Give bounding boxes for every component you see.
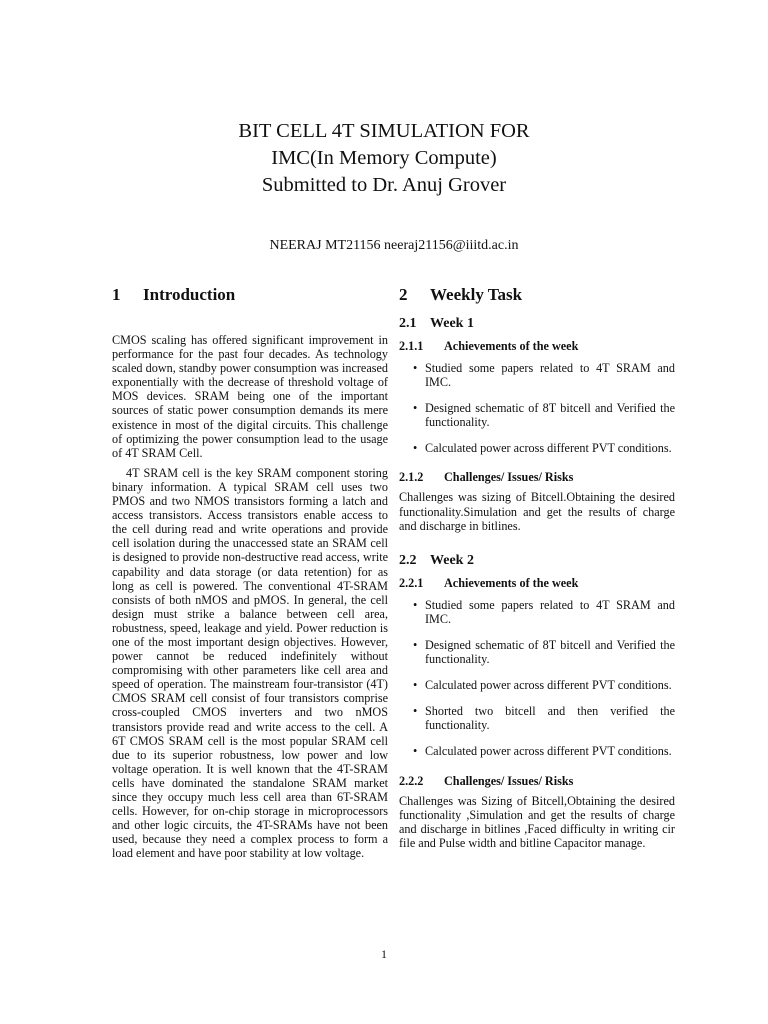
list-item-text: Calculated power across different PVT conditions.	[425, 678, 672, 693]
subsubsection-number: 2.1.2	[399, 470, 424, 485]
week1-challenges-heading	[399, 469, 675, 485]
week2-heading	[399, 551, 675, 571]
right-column	[399, 282, 675, 850]
subsubsection-number: 2.1.1	[399, 339, 424, 353]
section-title: Weekly Task	[430, 285, 523, 304]
list-item	[399, 678, 675, 692]
list-item	[399, 401, 675, 429]
subsection-title: Week 2	[430, 552, 474, 568]
list-item	[399, 441, 675, 455]
subsection-number: 2.1	[399, 316, 417, 331]
subsubsection-title: Challenges/ Issues/ Risks	[444, 773, 574, 788]
intro-paragraph-2: 4T SRAM cell is the key SRAM component storing binary information. A typical SRAM cell uses two PMOS and two NMOS transistors forming a latch and access transistors. Access transistors enable access to the cell during read and write operations and provide cell isolation during the unaccessed state an SRAM cell is designed to provide non-destructive read access, write capability and data storage (or data retention) for as long as cell is powered. The conventional 4T-SRAM consists of both nMOS and pMOS. In general, the cell design must strike a balance between cell area, robustness, speed, leakage and yield. Power reduction is one of the most important design objectives. However, power cannot be reduced indefinitely without compromising with other parameters like cell area and speed of operation. The mainstream four-transistor (4T) CMOS SRAM cell consist of four transistors comprise cross-coupled CMOS inverters and two nMOS transistors provide read and write access to the cell. A 6T CMOS SRAM cell is the most popular SRAM cell due to its superior robustness, low power and low voltage operation. It is well known that the 4T-SRAM cells have dominated the standalone SRAM market since they occupy much less cell area than 6T-SRAM cells. However, for on-chip storage in microprocessors and other logic circuits, the 4T-SRAMs have not been used, because they need a complex process to form a load element and have poor stability at low voltage.	[112, 465, 388, 861]
subsection-title: Week 1	[430, 316, 474, 331]
section-introduction-heading	[112, 282, 388, 308]
paper-title	[0, 118, 768, 199]
page-number: 1	[381, 947, 387, 961]
subsubsection-title: Achievements of the week	[444, 575, 579, 590]
subsubsection-number: 2.2.1	[399, 575, 424, 590]
list-item-text: Calculated power across different PVT conditions.	[425, 441, 672, 456]
section-title: Introduction	[143, 285, 236, 304]
subsection-number: 2.2	[399, 552, 417, 568]
bullet-icon: •	[413, 361, 418, 375]
list-item-text: Calculated power across different PVT conditions.	[425, 744, 672, 759]
list-item	[399, 638, 675, 666]
week1-achievements-list	[399, 361, 675, 455]
bullet-icon: •	[413, 441, 418, 456]
list-item	[399, 361, 675, 389]
title-line-2: IMC(In Memory Compute)	[271, 147, 497, 169]
week2-challenges-heading	[399, 773, 675, 789]
week1-challenges-text: Challenges was sizing of Bitcell.Obtaining the desired functionality.Simulation and get the results of charge and discharge in bitlines.	[399, 490, 675, 533]
list-item-text: Designed schematic of 8T bitcell and Verified the functionality.	[425, 637, 675, 667]
bullet-icon: •	[413, 637, 418, 652]
title-line-1: BIT CELL 4T SIMULATION FOR	[238, 120, 530, 142]
left-column	[112, 282, 388, 860]
section-number: 2	[399, 285, 408, 304]
list-item-text: Shorted two bitcell and then verified the functionality.	[425, 704, 675, 733]
title-line-3: Submitted to Dr. Anuj Grover	[261, 174, 507, 196]
list-item	[399, 704, 675, 732]
author-line: NEERAJ MT21156 neeraj21156@iiitd.ac.in	[269, 238, 519, 253]
list-item	[399, 744, 675, 758]
subsubsection-number: 2.2.2	[399, 773, 424, 788]
subsubsection-title: Achievements of the week	[444, 339, 579, 353]
bullet-icon: •	[413, 678, 418, 693]
subsubsection-title: Challenges/ Issues/ Risks	[444, 470, 574, 485]
list-item-text: Designed schematic of 8T bitcell and Verified the functionality.	[425, 401, 675, 430]
intro-paragraph-1: CMOS scaling has offered significant improvement in performance for the past four decades. As technology scaled down, standby power consumption was increased exponentially with the decrease of threshold voltage of MOS devices. SRAM being one of the important sources of static power consumption demands its mere existence in most of the digital circuits. This challenge of optimizing the power consumption lead to the usage of 4T SRAM Cell.	[112, 333, 388, 460]
bullet-icon: •	[413, 597, 418, 612]
week2-achievements-list	[399, 598, 675, 759]
week1-heading	[399, 314, 675, 334]
list-item	[399, 598, 675, 626]
week2-achievements-heading	[399, 575, 675, 591]
bullet-icon: •	[413, 401, 418, 416]
week2-challenges-text: Challenges was Sizing of Bitcell,Obtaining the desired functionality ,Simulation and get the results of charge and discharge in bitlines ,Faced difficulty in writing cir file and Pulse width and bitline Capacitor manage.	[399, 793, 675, 850]
section-weekly-heading	[399, 282, 675, 308]
bullet-icon: •	[413, 744, 418, 759]
section-number: 1	[112, 285, 121, 304]
week1-achievements-heading	[399, 338, 675, 354]
list-item-text: Studied some papers related to 4T SRAM and IMC.	[425, 361, 675, 390]
bullet-icon: •	[413, 704, 418, 719]
list-item-text: Studied some papers related to 4T SRAM and IMC.	[425, 597, 675, 626]
